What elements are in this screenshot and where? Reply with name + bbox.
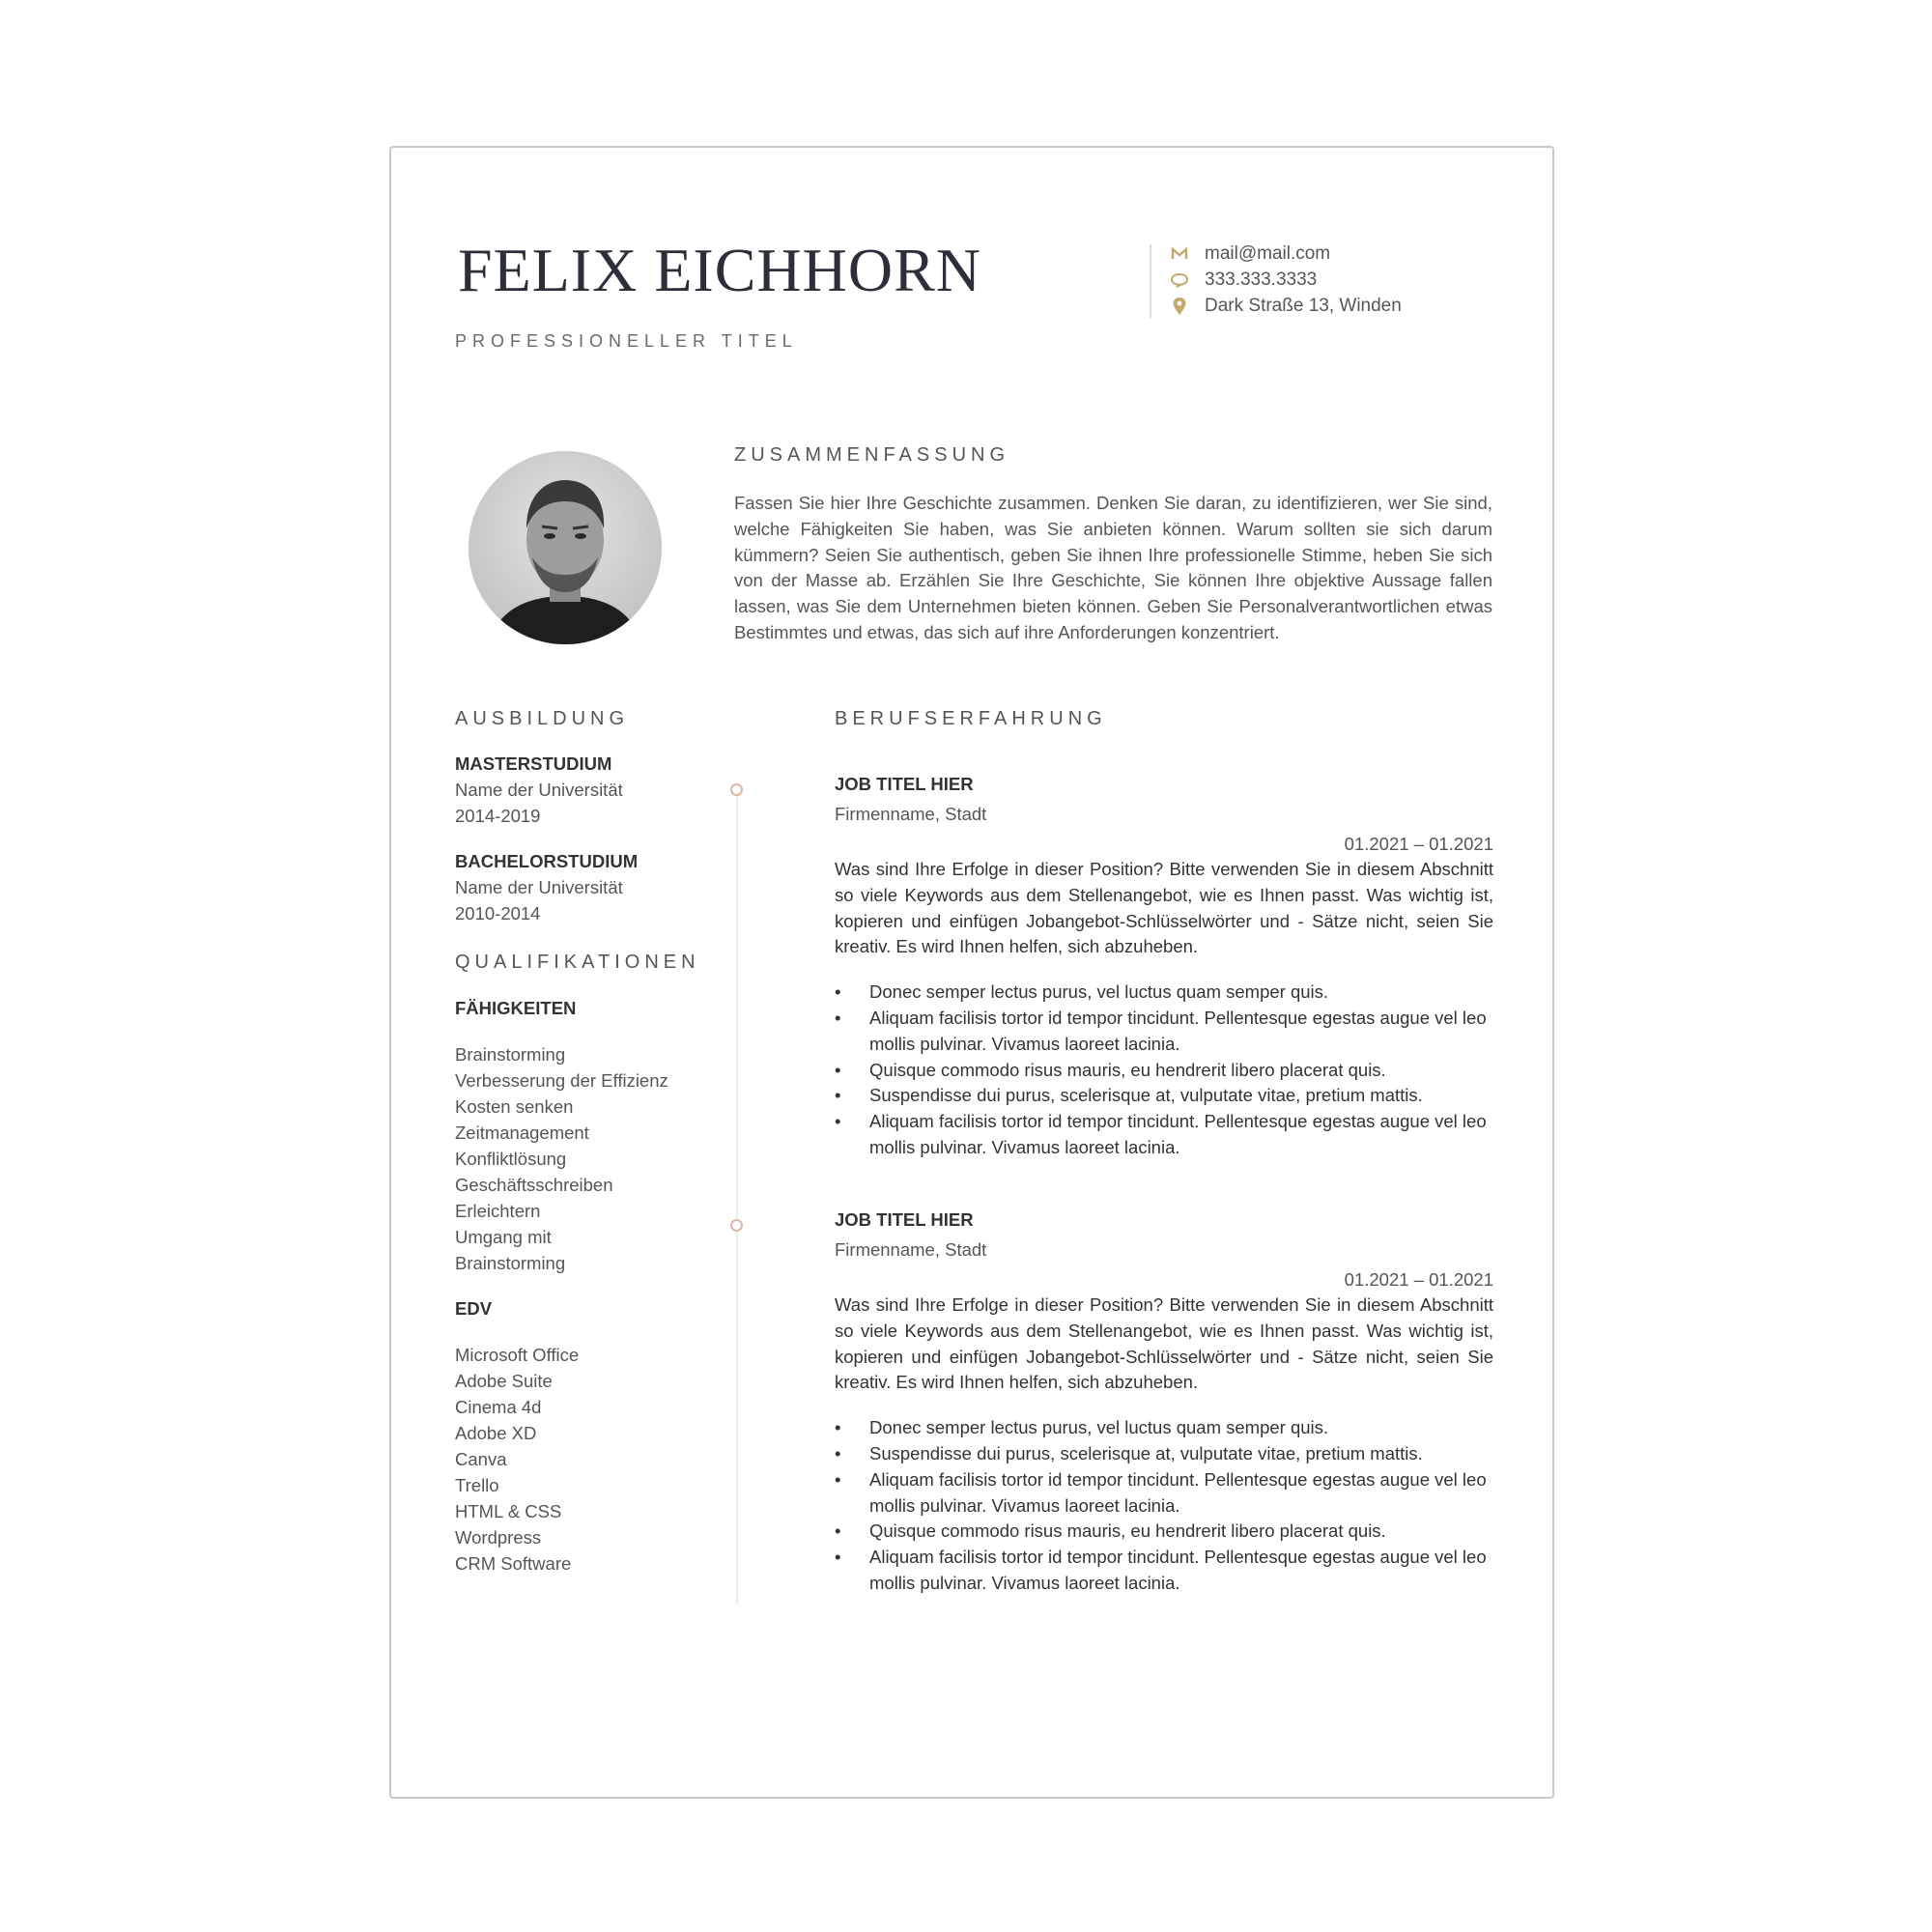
timeline-dot: [730, 1219, 743, 1232]
location-pin-icon: [1168, 297, 1191, 316]
job-bullet: • Donec semper lectus purus, vel luctus quam semper quis.: [835, 1415, 1493, 1441]
job-bullet: • Aliquam facilisis tortor id tempor tincidunt. Pellentesque egestas augue vel leo mollis pulvinar. Vivamus laoreet lacinia.: [835, 1006, 1493, 1058]
job-description: Was sind Ihre Erfolge in dieser Position? Bitte verwenden Sie in diesem Abschnitt so viele Keywords aus dem Stellenangebot, wie es Ihnen passt. Was wichtig ist, kopieren und einfügen Jobangebot-Schlüsselwörter und - Sätze nicht, seien Sie kreativ. Es wird Ihnen helfen, sich abzuheben.: [835, 1294, 1493, 1393]
job-title: JOB TITEL HIER: [835, 1209, 974, 1230]
job-bullet-list: [835, 980, 1493, 1161]
education-degree: BACHELORSTUDIUM: [455, 851, 639, 871]
contact-phone[interactable]: 333.333.3333: [1205, 269, 1318, 290]
edv-item: HTML & CSS: [455, 1501, 562, 1521]
skill-item: Erleichtern: [455, 1201, 541, 1221]
summary-line: Seien Sie authentisch, geben Sie ihnen Ihre professionelle Stimme, heben Sie sich von der Masse: [734, 544, 1493, 591]
job-entry: [835, 1208, 1493, 1597]
skill-item: Geschäftsschreiben: [455, 1175, 613, 1195]
contact-address-row: [1168, 293, 1402, 319]
edv-item: Trello: [455, 1475, 499, 1495]
contact-block: [1168, 241, 1402, 319]
skills-heading: FÄHIGKEITEN: [455, 998, 577, 1018]
edv-item: Adobe Suite: [455, 1371, 553, 1391]
job-bullet-list: [835, 1415, 1493, 1597]
skill-item: Zeitmanagement: [455, 1122, 589, 1143]
job-bullet: • Suspendisse dui purus, scelerisque at, vulputate vitae, pretium mattis.: [835, 1083, 1493, 1109]
contact-email-row: [1168, 241, 1402, 267]
job-bullet: • Donec semper lectus purus, vel luctus quam semper quis.: [835, 980, 1493, 1006]
edv-item: Cinema 4d: [455, 1397, 542, 1417]
skill-item: Verbesserung der Effizienz: [455, 1070, 668, 1091]
resume-page: [389, 146, 1554, 1799]
edv-item: CRM Software: [455, 1553, 572, 1574]
job-description: Was sind Ihre Erfolge in dieser Position? Bitte verwenden Sie in diesem Abschnitt so viele Keywords aus dem Stellenangebot, wie es Ihnen passt. Was wichtig ist, kopieren und einfügen Jobangebot-Schlüsselwörter und - Sätze nicht, seien Sie kreativ. Es wird Ihnen helfen, sich abzuheben.: [835, 859, 1493, 957]
chat-bubble-icon: [1168, 272, 1191, 288]
job-bullet: • Quisque commodo risus mauris, eu hendrerit libero placerat quis.: [835, 1519, 1493, 1545]
summary-line: etwas, das sich auf ihre Anforderungen konzentriert.: [867, 621, 1280, 642]
contact-address: Dark Straße 13, Winden: [1205, 295, 1402, 316]
job-entry: [835, 772, 1493, 1161]
contact-phone-row: [1168, 267, 1402, 293]
contact-divider: [1150, 244, 1151, 318]
mail-icon: [1168, 247, 1191, 261]
education-heading: AUSBILDUNG: [455, 708, 630, 729]
job-title: JOB TITEL HIER: [835, 774, 974, 794]
job-company: Firmenname, Stadt: [835, 804, 987, 824]
skill-item: Kosten senken: [455, 1096, 574, 1117]
qualifications-heading: QUALIFIKATIONEN: [455, 952, 700, 973]
summary-line: ab. Erzählen Sie Ihre Geschichte, Sie können Ihre objektive Aussage fallen lassen, was Sie dem: [734, 570, 1492, 617]
job-bullet: • Suspendisse dui purus, scelerisque at, vulputate vitae, pretium mattis.: [835, 1441, 1493, 1467]
resume-name: FELIX EICHHORN: [458, 236, 981, 304]
timeline-line: [736, 795, 738, 1605]
education-school: Name der Universität: [455, 877, 623, 897]
edv-item: Adobe XD: [455, 1423, 537, 1443]
professional-title: PROFESSIONELLER TITEL: [455, 331, 798, 351]
skill-item: Brainstorming: [455, 1253, 566, 1273]
skill-item: Umgang mit: [455, 1227, 552, 1247]
job-bullet: • Aliquam facilisis tortor id tempor tincidunt. Pellentesque egestas augue vel leo mollis pulvinar. Vivamus laoreet lacinia.: [835, 1545, 1493, 1597]
summary-line: Unternehmen bieten können. Geben Sie Personalverantwortlichen etwas Bestimmtes und: [734, 596, 1492, 642]
job-bullet: • Quisque commodo risus mauris, eu hendrerit libero placerat quis.: [835, 1058, 1493, 1084]
summary-line: welche Fähigkeiten Sie haben, was Sie anbieten können. Warum sollten sie sich darum kümmern?: [734, 518, 1492, 565]
contact-email[interactable]: mail@mail.com: [1205, 242, 1331, 264]
edv-item: Wordpress: [455, 1527, 542, 1548]
skill-item: Konfliktlösung: [455, 1149, 567, 1169]
education-degree: MASTERSTUDIUM: [455, 753, 612, 774]
summary-line: Fassen Sie hier Ihre Geschichte zusammen. Denken Sie daran, zu identifizieren, wer Sie sind,: [734, 493, 1492, 513]
job-dates: 01.2021 – 01.2021: [1344, 834, 1493, 854]
education-years: 2014-2019: [455, 806, 541, 826]
edv-heading: EDV: [455, 1298, 493, 1319]
summary-text: [734, 491, 1492, 646]
job-bullet: • Aliquam facilisis tortor id tempor tincidunt. Pellentesque egestas augue vel leo mollis pulvinar. Vivamus laoreet lacinia.: [835, 1467, 1493, 1520]
experience-heading: BERUFSERFAHRUNG: [835, 708, 1107, 729]
skill-item: Brainstorming: [455, 1044, 566, 1065]
education-years: 2010-2014: [455, 903, 541, 923]
timeline-dot: [730, 783, 743, 796]
profile-photo: [469, 451, 662, 644]
job-dates: 01.2021 – 01.2021: [1344, 1269, 1493, 1290]
job-bullet: • Aliquam facilisis tortor id tempor tincidunt. Pellentesque egestas augue vel leo mollis pulvinar. Vivamus laoreet lacinia.: [835, 1109, 1493, 1161]
summary-heading: ZUSAMMENFASSUNG: [734, 444, 1010, 466]
edv-item: Canva: [455, 1449, 507, 1469]
edv-item: Microsoft Office: [455, 1345, 580, 1365]
job-company: Firmenname, Stadt: [835, 1239, 987, 1260]
education-school: Name der Universität: [455, 780, 623, 800]
